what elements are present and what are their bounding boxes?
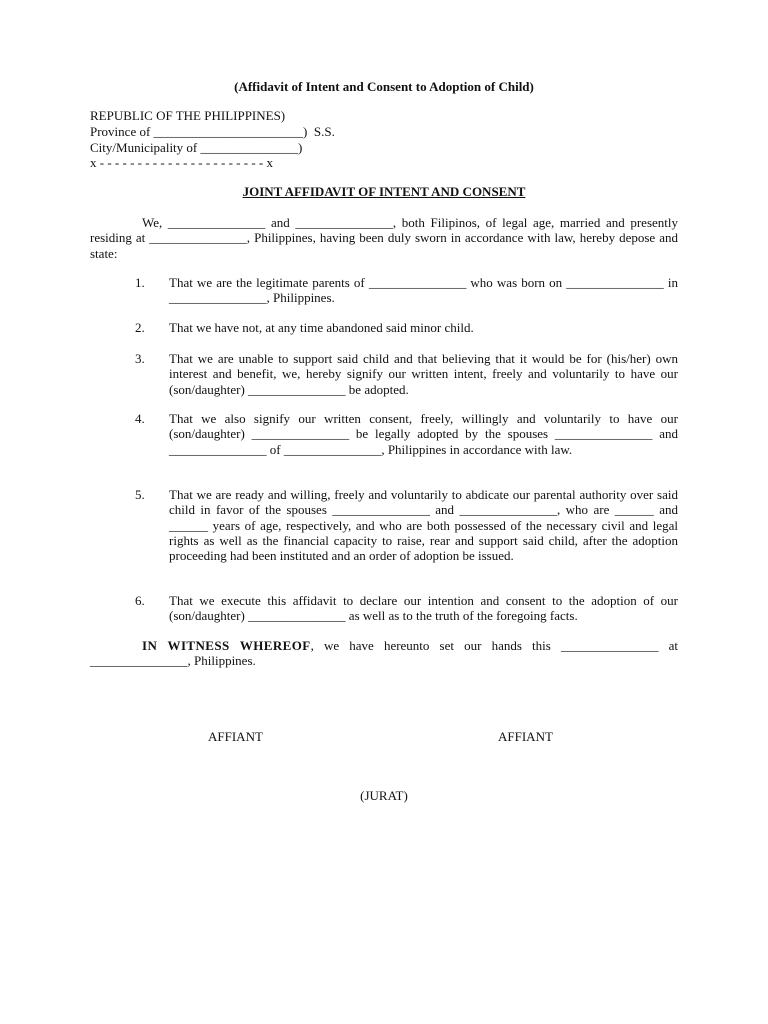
- intro-paragraph: We, _______________ and _______________, both Filipinos, of legal age, married and presently residing at _______________, Philippines, having been duly sworn in accordance with law, hereby depose and state:: [90, 215, 678, 261]
- witness-paragraph: [90, 638, 678, 669]
- item-number: 4.: [135, 411, 145, 426]
- item-number: 5.: [135, 487, 145, 502]
- item-text: That we are the legitimate parents of _______________ who was born on _______________ in _______________, Philippines.: [169, 275, 678, 306]
- affiant-right: AFFIANT: [498, 729, 553, 744]
- witness-text: , we have hereunto set our hands this _______________ at _______________, Philippines.: [90, 638, 678, 669]
- item-number: 3.: [135, 351, 145, 366]
- jurat-label: (JURAT): [360, 788, 408, 803]
- witness-lead: IN WITNESS WHEREOF: [142, 638, 311, 653]
- header-republic: REPUBLIC OF THE PHILIPPINES): [90, 108, 286, 123]
- item-number: 6.: [135, 593, 145, 608]
- document-title: (Affidavit of Intent and Consent to Adoption of Child): [234, 79, 534, 94]
- affiant-left: AFFIANT: [208, 729, 263, 744]
- item-text: That we also signify our written consent, freely, willingly and voluntarily to have our (son/daughter) _______________ be legally adopted by the spouses _______________ and _______________ of _______________, Philippines in accordance with law.: [169, 411, 678, 457]
- item-number: 1.: [135, 275, 145, 290]
- header-city: City/Municipality of _______________): [90, 140, 303, 155]
- item-text: That we have not, at any time abandoned said minor child.: [169, 320, 474, 335]
- affidavit-heading: JOINT AFFIDAVIT OF INTENT AND CONSENT: [242, 184, 526, 199]
- header-separator: x - - - - - - - - - - - - - - - - - - - - - - x: [90, 155, 273, 170]
- header-province: Province of _______________________) S.S.: [90, 124, 335, 139]
- item-number: 2.: [135, 320, 145, 335]
- item-text: That we are unable to support said child and that believing that it would be for (his/her) own interest and benefit, we, hereby signify our written intent, freely and voluntarily to have our (son/daughter) _______________ be adopted.: [169, 351, 678, 397]
- item-text: That we are ready and willing, freely and voluntarily to abdicate our parental authority over said child in favor of the spouses _______________ and _______________, who are ______ and ______ years of age, respectively, and who are both possessed of the necessary civil and legal rights as well as the financial capacity to raise, rear and support said child, after the adoption proceeding had been instituted and an order of adoption be issued.: [169, 487, 678, 564]
- item-text: That we execute this affidavit to declare our intention and consent to the adoption of our (son/daughter) _______________ as well as to the truth of the foregoing facts.: [169, 593, 678, 624]
